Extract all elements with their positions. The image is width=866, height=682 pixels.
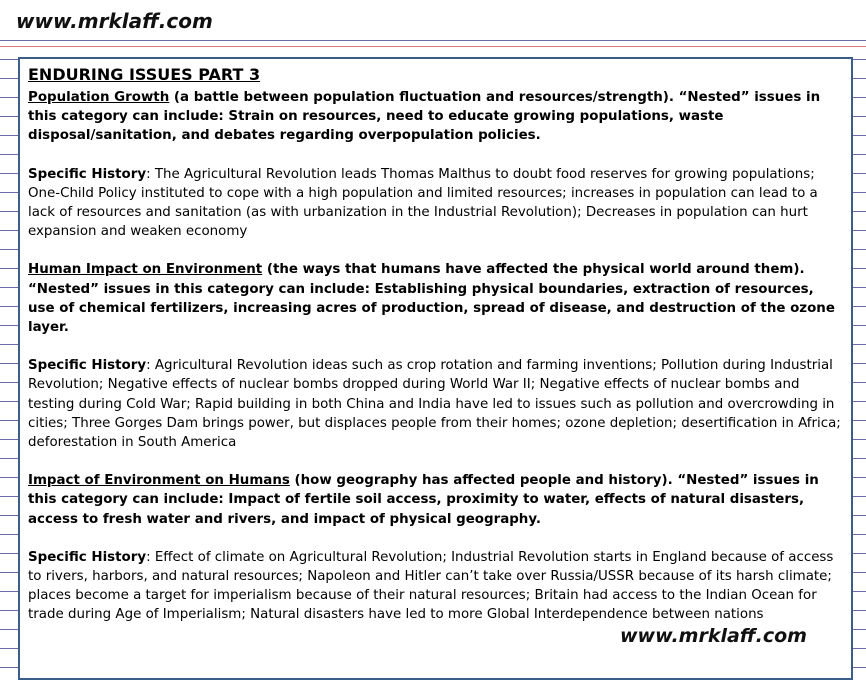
margin-line bbox=[0, 46, 866, 47]
section-heading bbox=[28, 473, 819, 526]
history-text: : Agricultural Revolution ideas such as crop rotation and farming inventions; Pollution during Industrial Revolution; Negative effects of nuclear bombs dropped during World War II; Negative effects of nuclear bombs and testing during Cold War; Rapid building in both China and India have led to issues such as pollution and overcrowding in cities; Three Gorges Dam brings power, but displaces people from their homes; ozone depletion; desertification in Africa; deforestation in South America bbox=[28, 358, 841, 451]
section-human-impact bbox=[28, 260, 843, 337]
section-description: (the ways that humans have affected the physical world around them). “Nested” issues in this category can include: Establishing physical boundaries, extraction of resources, use of chemical fertilizers, increasing acres of production, spread of disease, and destruction of the ozone layer. bbox=[28, 262, 835, 336]
section-environment-impact bbox=[28, 471, 843, 529]
header-site-link[interactable]: www.mrklaff.com bbox=[16, 9, 213, 33]
history-label: Specific History bbox=[28, 549, 147, 565]
section-heading bbox=[28, 262, 835, 335]
section-heading bbox=[28, 90, 820, 143]
section-topic: Human Impact on Environment bbox=[28, 262, 263, 278]
history-environment-impact bbox=[28, 548, 843, 625]
page-title: ENDURING ISSUES PART 3 bbox=[28, 65, 261, 84]
history-text: : The Agricultural Revolution leads Thomas Malthus to doubt food reserves for growing populations; One-Child Policy instituted to cope with a high population and limited resources; increases in population can lead to a lack of resources and sanitation (as with urbanization in the Industrial Revolution); Decreases in population can hurt expansion and weaken economy bbox=[28, 166, 818, 240]
rule-line bbox=[0, 40, 866, 41]
section-topic: Impact of Environment on Humans bbox=[28, 473, 290, 489]
history-human-impact bbox=[28, 356, 843, 452]
history-population-growth bbox=[28, 165, 843, 242]
history-text: : Effect of climate on Agricultural Revolution; Industrial Revolution starts in England because of access to rivers, harbors, and natural resources; Napoleon and Hitler can’t take over Russia/USSR because of its harsh climate; places become a target for imperialism because of their natural resources; Britain had access to the Indian Ocean for trade during Age of Imperialism; Natural disasters have led to more Global Interdependence between nations bbox=[28, 549, 834, 623]
section-population-growth bbox=[28, 88, 843, 146]
footer-site-link[interactable]: www.mrklaff.com bbox=[620, 625, 807, 647]
section-topic: Population Growth bbox=[28, 90, 170, 105]
history-label: Specific History bbox=[28, 166, 147, 182]
section-description: (a battle between population fluctuation and resources/strength). “Nested” issues in this category can include: Strain on resources, need to educate growing populations, waste disposal/sanitation, and debates regarding overpopulation policies. bbox=[28, 90, 821, 144]
content-card bbox=[18, 57, 853, 680]
history-label: Specific History bbox=[28, 358, 147, 374]
section-description: (how geography has affected people and history). “Nested” issues in this category can include: Impact of fertile soil access, proximity to water, effects of natural disasters, access to fresh water and rivers, and impact of physical geography. bbox=[28, 473, 819, 527]
